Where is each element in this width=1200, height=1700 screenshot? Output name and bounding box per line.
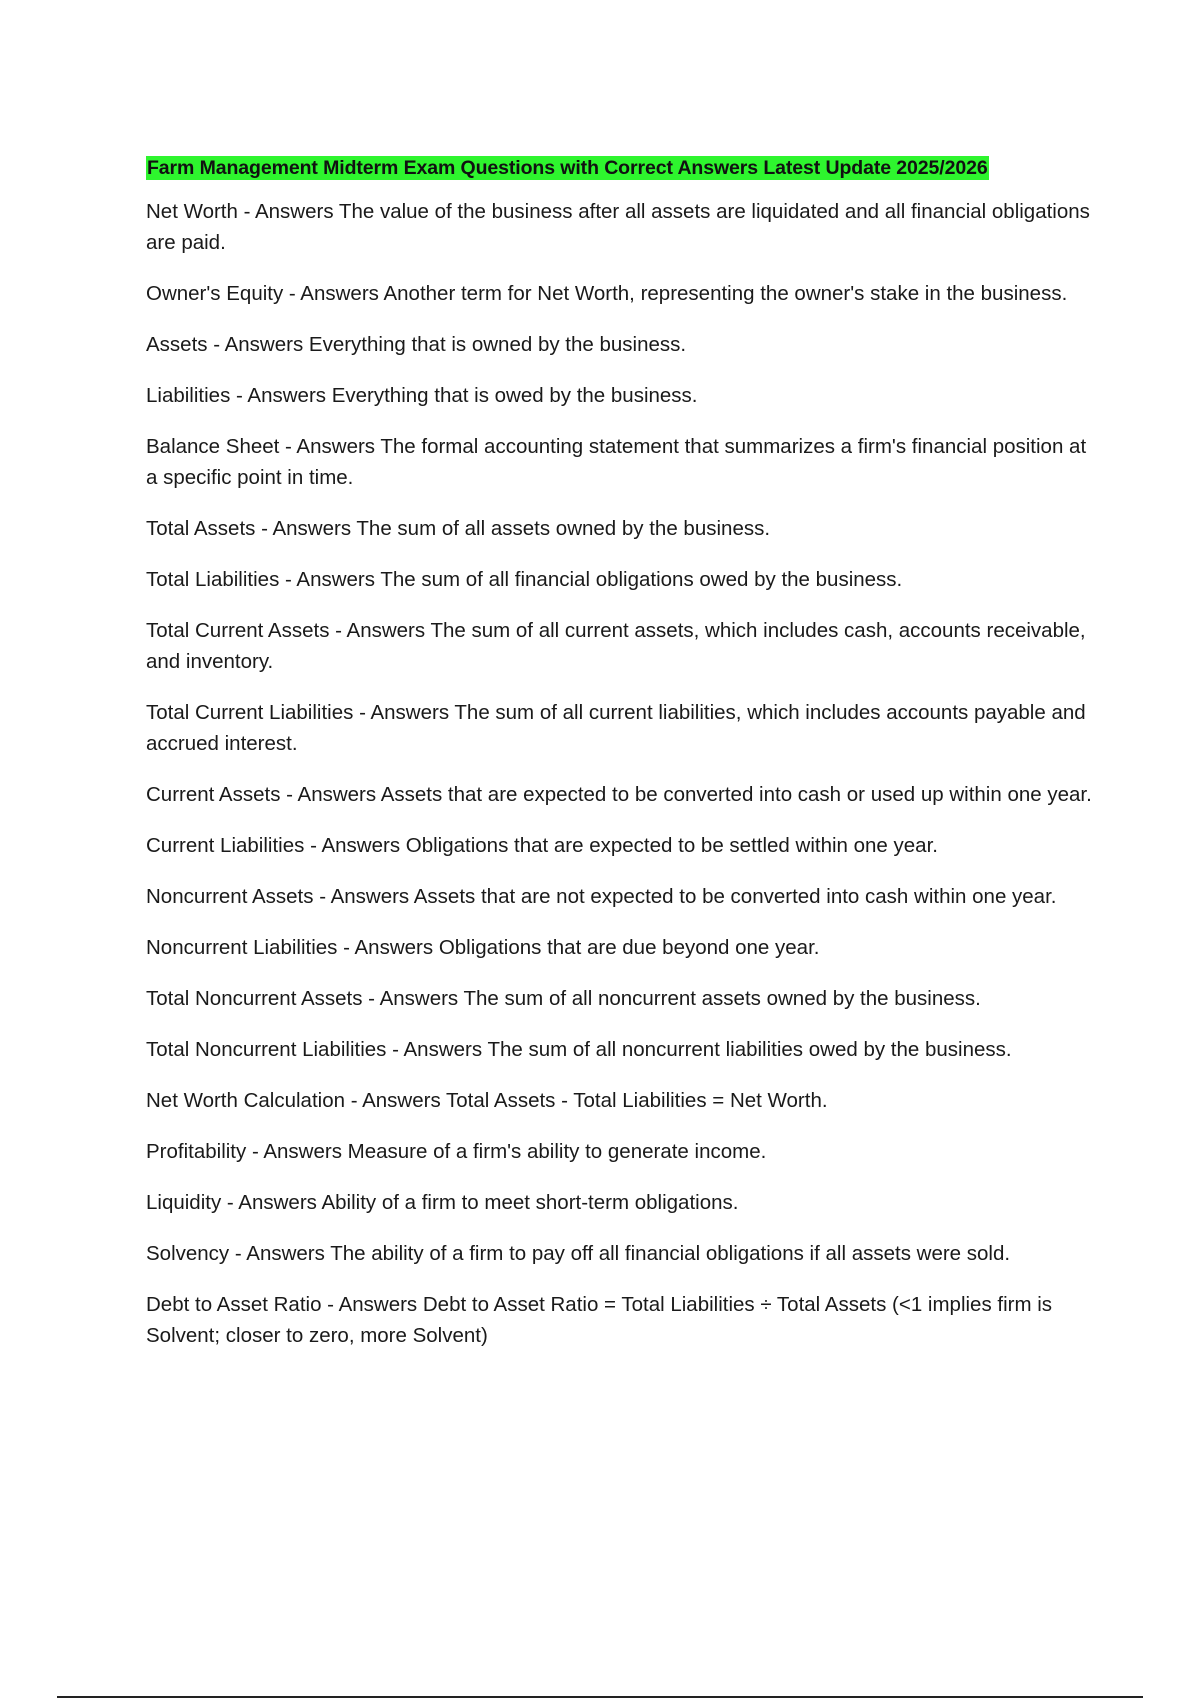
term-entry-liquidity: Liquidity - Answers Ability of a firm to meet short-term obligations. [146,1191,739,1214]
term-entry-total-liabilities: Total Liabilities - Answers The sum of all financial obligations owed by the business. [146,568,903,591]
term-entry-total-current-liabilities: Total Current Liabilities - Answers The sum of all current liabilities, which includes accounts payable and accrued interest. [146,701,1086,755]
term-entry-total-assets: Total Assets - Answers The sum of all assets owned by the business. [146,517,771,540]
term-entry-noncurrent-assets: Noncurrent Assets - Answers Assets that are not expected to be converted into cash within one year. [146,885,1057,908]
term-entry-debt-to-asset-ratio: Debt to Asset Ratio - Answers Debt to Asset Ratio = Total Liabilities ÷ Total Assets (<1 implies firm is Solvent; closer to zero, more Solvent) [146,1293,1053,1347]
term-list [146,196,1096,1371]
term-entry-total-current-assets: Total Current Assets - Answers The sum of all current assets, which includes cash, accounts receivable, and inventory. [146,619,1086,673]
term-entry-solvency: Solvency - Answers The ability of a firm to pay off all financial obligations if all assets were sold. [146,1242,1011,1265]
term-entry-total-noncurrent-assets: Total Noncurrent Assets - Answers The sum of all noncurrent assets owned by the business. [146,987,981,1010]
page-title-container [146,145,989,182]
term-entry-current-liabilities: Current Liabilities - Answers Obligations that are expected to be settled within one year. [146,834,938,857]
term-entry-net-worth: Net Worth - Answers The value of the business after all assets are liquidated and all financial obligations are paid. [146,200,1090,254]
term-entry-profitability: Profitability - Answers Measure of a firm's ability to generate income. [146,1140,767,1163]
footer-divider [57,1696,1143,1698]
term-entry-total-noncurrent-liabilities: Total Noncurrent Liabilities - Answers The sum of all noncurrent liabilities owed by the business. [146,1038,1012,1061]
term-entry-assets: Assets - Answers Everything that is owned by the business. [146,333,687,356]
term-entry-owners-equity: Owner's Equity - Answers Another term for Net Worth, representing the owner's stake in the business. [146,282,1068,305]
term-entry-balance-sheet: Balance Sheet - Answers The formal accounting statement that summarizes a firm's financial position at a specific point in time. [146,435,1087,489]
term-entry-liabilities: Liabilities - Answers Everything that is owed by the business. [146,384,698,407]
term-entry-net-worth-calculation: Net Worth Calculation - Answers Total Assets - Total Liabilities = Net Worth. [146,1089,828,1112]
page-title: Farm Management Midterm Exam Questions with Correct Answers Latest Update 2025/2026 [147,157,988,179]
term-entry-noncurrent-liabilities: Noncurrent Liabilities - Answers Obligations that are due beyond one year. [146,936,820,959]
term-entry-current-assets: Current Assets - Answers Assets that are expected to be converted into cash or used up within one year. [146,783,1092,806]
